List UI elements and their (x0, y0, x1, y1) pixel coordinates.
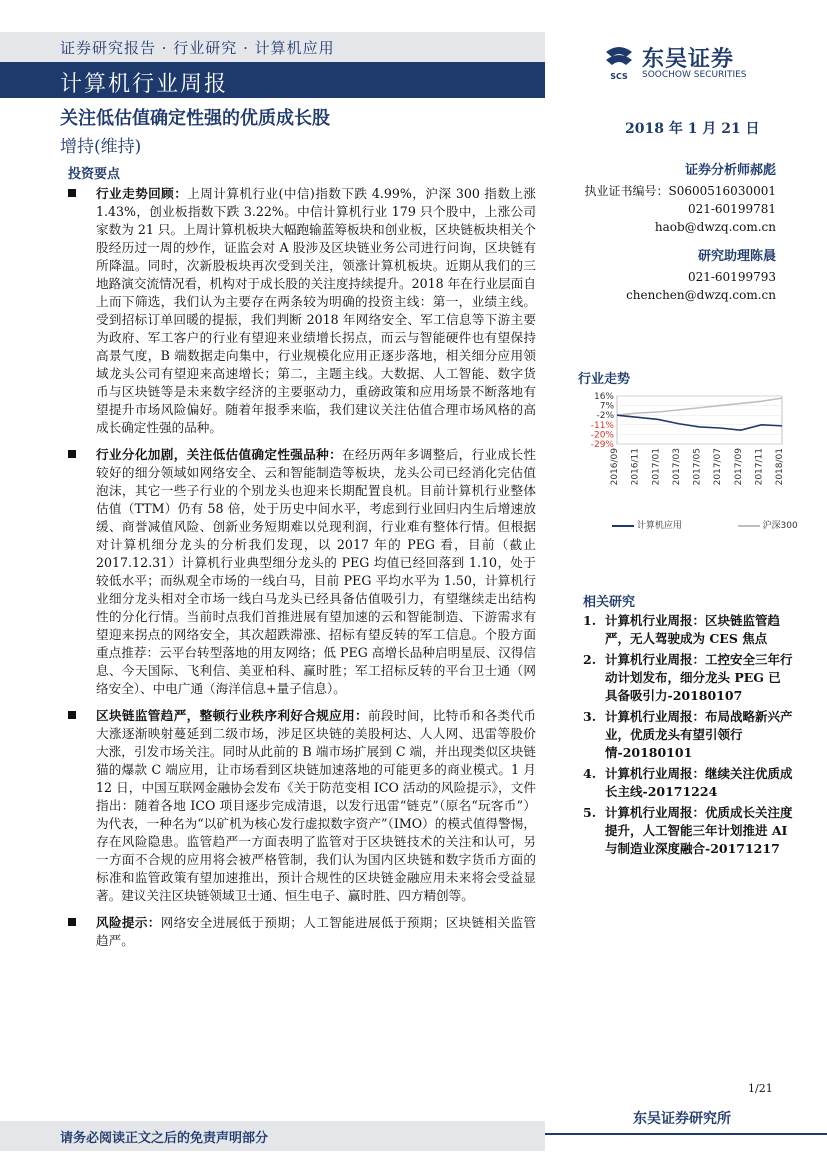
report-date: 2018 年 1 月 21 日 (625, 121, 760, 137)
legend-computer: 计算机应用 (636, 521, 682, 531)
x-tick-label: 2017/09 (733, 448, 744, 486)
bullet-square-icon (68, 189, 76, 197)
series-line-hs300 (617, 398, 782, 415)
bullet-text: 上周计算机行业(中信)指数下跌 4.99%，沪深 300 指数上涨 1.43%，创业板指数下跌 3.22%。中信计算机行业 179 只个股中，上涨公司家数为 21 只。上周计算机板块大幅跑输蓝筹板块和创业板，区块链板块相关个股经历过一周的炒作，证监会对 A 股涉及区块链业务公司进行问询，区块链有所降温。同时，次新股板块再次受到关注，领涨计算机板块。近期从我们的三地路演交流情况看，机构对于成长股的关注度持续提升。2018 年在行业层面自上而下筛选，我们认为主要存在两条较为明确的投资主线：第一，业绩主线。受到招标订单回暖的提振，我们判断 2018 年网络安全、军工信息等下游主要为政府、军工客户的行业有望迎来业绩增长拐点，而云与智能硬件也有望保持高景气度，B 端数据走向集中，行业规模化应用正逐步落地，相关细分应用领域龙头公司有望迎来高速增长；第二，主题主线。大数据、人工智能、数字货币与区块链等是未来数字经济的主要驱动力，重磅政策和应用场景不断落地有望提升市场风险偏好。随着年报季来临，我们建议关注估值合理市场风格的高成长确定性强的品种。 (96, 186, 537, 435)
bullet-point (66, 446, 536, 698)
related-item[interactable]: 4. 计算机行业周报：继续关注优质成长主线-20171224 (583, 766, 793, 799)
report-type: 计算机行业周报 (60, 72, 229, 97)
footer-band (0, 1121, 545, 1151)
bullet-label: 风险提示： (96, 915, 161, 930)
bullet-point (66, 914, 536, 950)
bullet-point (66, 707, 536, 905)
analyst1-phone: 021-60199781 (687, 202, 776, 216)
logo-mark: SCS (610, 72, 628, 81)
logo-subtitle: SOOCHOW SECURITIES (642, 70, 747, 80)
plot-frame (617, 396, 782, 444)
y-tick-label: -29% (590, 440, 614, 450)
legend-hs300: 沪深300 (762, 521, 798, 531)
related-item[interactable]: 5. 计算机行业周报：优质成长关注度提升，人工智能三年计划推进 AI 与制造业深度融合-20171217 (583, 805, 793, 856)
related-title: 相关研究 (583, 595, 636, 610)
y-tick-label: 7% (599, 401, 614, 412)
bullet-text: 前段时间，比特币和各类代币大涨逐渐映射蔓延到二级市场，涉足区块链的美股柯达、人人网、迅雷等股价大涨，引发市场关注。同时从此前的 B 端市场扩展到 C 端，并出现类似区块链猫的爆款 C 端应用，让市场看到区块链加速落地的可能更多的商业模式。1 月 12 日，中国互联网金融协会发布《关于防范变相 ICO 活动的风险提示》，文件指出：随着各地 ICO 项目逐步完成清退，以发行迅雷“链克”（原名“玩客币”）为代表，一种名为“以矿机为核心发行虚拟数字资产”（IMO）的模式值得警惕，存在风险隐患。监管趋严一方面表明了监管对于区块链技术的关注和认可，另一方面不合规的应用将会被严格管制，我们认为国内区块链和数字货币方面的标准和监管政策有望加速推出，预计合规性的区块链金融应用未来将会受益显著。建议关注区块链领域卫士通、恒生电子、赢时胜、四方精创等。 (96, 708, 537, 903)
bullet-square-icon (68, 918, 76, 926)
x-tick-label: 2017/05 (692, 448, 703, 486)
chart-legend (612, 518, 798, 531)
y-tick-label: -11% (590, 420, 614, 431)
breadcrumb: 证券研究报告 · 行业研究 · 计算机应用 (60, 39, 335, 57)
footer-rule (545, 1133, 827, 1135)
related-item[interactable]: 2. 计算机行业周报：工控安全三年行动计划发布，细分龙头 PEG 已具备吸引力-20180107 (583, 652, 793, 703)
logo-name: 东吴证券 (642, 46, 735, 72)
bullet-text: 在经历两年多调整后，行业成长性较好的细分领域如网络安全、云和智能制造等板块，龙头公司已经消化完估值泡沫，其它一些子行业的个别龙头也迎来长期配置良机。目前计算机行业整体估值（TTM）仍有 58 倍，处于历史中间水平，考虑到行业回归内生后增速放缓、商誉减值风险、创新业务短期难以兑现利润，行业难有整体行情。但根据对计算机细分龙头的分析我们发现，以 2017 年的 PEG 看，目前（截止 2017.12.31）计算机行业典型细分龙头的 PEG 均值已经回落到 1.10，处于较低水平；而纵观全市场的一线白马，目前 PEG 平均水平为 1.50，计算机行业细分龙头相对全市场一线白马龙头已经具备估值吸引力，有望继续走出结构性的分化行情。当前时点我们首推进展有望加速的云和智能制造、下游需求有望迎来拐点的网络安全，其次超跌滞涨、招标有望反转的军工信息。个股方面重点推荐：云平台转型落地的用友网络；低 PEG 高增长品种启明星辰、汉得信息、今天国际、飞利信、美亚柏科、赢时胜；军工招标反转的平台卫士通（网络安全）、中电广通（海洋信息+量子信息）。 (96, 447, 537, 696)
x-tick-label: 2017/11 (754, 448, 765, 486)
bullet-label: 区块链监管趋严，整顿行业秩序利好合规应用： (96, 708, 368, 723)
bullet-point (66, 185, 536, 437)
series-line-computer (617, 415, 782, 430)
page-number: 1/21 (748, 1082, 773, 1095)
institute-name: 东吴证券研究所 (633, 1111, 731, 1127)
bullet-label: 行业走势回顾： (96, 186, 188, 201)
related-item[interactable]: 1. 计算机行业周报：区块链监管趋严，无人驾驶成为 CES 焦点 (583, 613, 781, 646)
company-logo (600, 42, 780, 87)
rating: 增持(维持) (60, 137, 142, 157)
legend-swatch-computer (612, 525, 634, 527)
x-tick-label: 2017/07 (713, 448, 724, 486)
x-tick-label: 2017/03 (671, 448, 682, 486)
analyst2-title: 研究助理陈晨 (697, 249, 776, 264)
y-tick-label: 16% (593, 392, 614, 402)
x-tick-label: 2018/01 (775, 448, 785, 486)
analyst1-email[interactable]: haob@dwzq.com.cn (654, 220, 776, 234)
report-type-band (0, 62, 545, 98)
bullet-square-icon (68, 711, 76, 719)
y-tick-label: -20% (590, 430, 614, 441)
x-tick-label: 2016/11 (630, 448, 641, 486)
analyst1-title: 证券分析师郝彪 (684, 163, 776, 178)
disclaimer: 请务必阅读正文之后的免责声明部分 (60, 1131, 269, 1146)
trend-title: 行业走势 (578, 372, 631, 387)
trend-chart (583, 388, 788, 498)
related-list (583, 612, 793, 861)
related-item[interactable]: 3. 计算机行业周报：布局战略新兴产业，优质龙头有望引领行情-20180101 (583, 709, 793, 760)
legend-swatch-hs300 (738, 525, 760, 527)
analyst-info (568, 162, 776, 304)
y-tick-label: -2% (596, 411, 614, 422)
headline: 关注低估值确定性强的优质成长股 (60, 108, 330, 129)
analyst2-phone: 021-60199793 (687, 270, 776, 284)
x-tick-label: 2017/01 (651, 448, 662, 486)
bullet-square-icon (68, 450, 76, 458)
investment-points (66, 185, 536, 959)
x-tick-label: 2016/09 (610, 448, 620, 486)
bullet-text: 网络安全进展低于预期；人工智能进展低于预期；区块链相关监管趋严。 (96, 915, 537, 948)
logo-icon (600, 42, 638, 82)
section-title: 投资要点 (68, 167, 121, 182)
header-band (0, 32, 545, 62)
analyst1-cert: 执业证书编号：S0600516030001 (584, 184, 776, 198)
analyst2-email[interactable]: chenchen@dwzq.com.cn (626, 288, 776, 302)
bullet-label: 行业分化加剧，关注低估值确定性强品种： (96, 447, 343, 462)
